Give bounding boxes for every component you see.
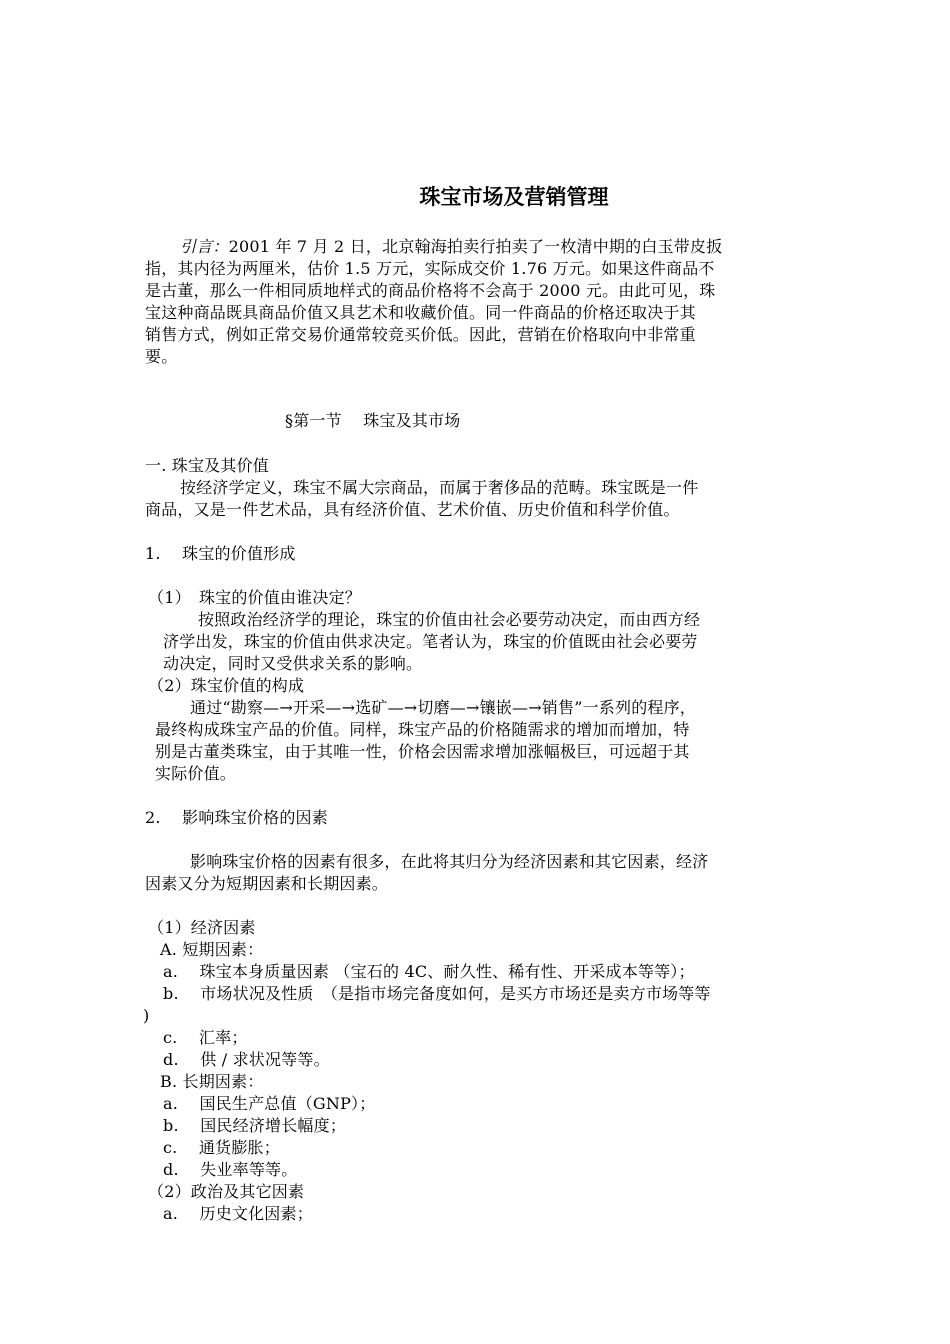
intro-label: 引言： — [180, 237, 229, 256]
paragraph-line: 最终构成珠宝产品的价值。同样，珠宝产品的价格随需求的增加而增加，特 — [155, 720, 690, 739]
item-heading: 1. 珠宝的价值形成 — [145, 544, 296, 563]
intro-text: 2001 年 7 月 2 日，北京翰海拍卖行拍卖了一枚清中期的白玉带皮扳 — [228, 237, 723, 256]
list-item: d. 供 / 求状况等等。 — [163, 1050, 330, 1069]
sub-heading: （2）珠宝价值的构成 — [148, 676, 305, 695]
list-item: c. 汇率； — [163, 1028, 248, 1047]
intro-line: 要。 — [145, 347, 178, 366]
paragraph-line: 实际价值。 — [155, 764, 237, 783]
intro-line: 指，其内径为两厘米，估价 1.5 万元，实际成交价 1.76 万元。如果这件商品不 — [145, 259, 715, 278]
list-item: b. 市场状况及性质 （是指市场完备度如何，是买方市场还是卖方市场等等 — [163, 984, 711, 1003]
list-item: a. 历史文化因素； — [163, 1204, 313, 1223]
paragraph-line: 别是古董类珠宝，由于其唯一性，价格会因需求增加涨幅极巨，可远超于其 — [155, 742, 690, 761]
list-heading: A. 短期因素： — [160, 940, 264, 959]
intro-first-line — [180, 236, 722, 257]
list-item: a. 国民生产总值（GNP）； — [163, 1094, 376, 1113]
intro-line: 是古董，那么一件相同质地样式的商品价格将不会高于 2000 元。由此可见，珠 — [145, 281, 716, 300]
intro-line: 宝这种商品既具商品价值又具艺术和收藏价值。同一件商品的价格还取决于其 — [145, 303, 696, 322]
sub-heading: （1） 珠宝的价值由谁决定？ — [148, 588, 361, 607]
paragraph-line: 济学出发，珠宝的价值由供求决定。笔者认为，珠宝的价值既由社会必要劳 — [163, 632, 698, 651]
paragraph-line: 动决定，同时又受供求关系的影响。 — [163, 654, 423, 673]
intro-line: 销售方式，例如正常交易价通常较竞买价低。因此，营销在价格取向中非常重 — [145, 325, 696, 344]
section-heading: §第一节 珠宝及其市场 — [285, 411, 461, 430]
list-item: a. 珠宝本身质量因素 （宝石的 4C、耐久性、稀有性、开采成本等等）； — [163, 962, 695, 981]
paragraph-line: 通过“勘察—→开采—→选矿—→切磨—→镶嵌—→销售”一系列的程序， — [190, 698, 696, 717]
paragraph-line: 因素又分为短期因素和长期因素。 — [145, 874, 389, 893]
list-item: c. 通货膨胀； — [163, 1138, 280, 1157]
sub-heading: （2）政治及其它因素 — [148, 1182, 305, 1201]
heading-value: 一. 珠宝及其价值 — [145, 456, 269, 475]
list-item: b. 国民经济增长幅度； — [163, 1116, 347, 1135]
list-item: d. 失业率等等。 — [163, 1160, 298, 1179]
sub-heading: （1）经济因素 — [148, 918, 256, 937]
paragraph-line: 商品，又是一件艺术品，具有经济价值、艺术价值、历史价值和科学价值。 — [145, 500, 680, 519]
page-title: 珠宝市场及营销管理 — [419, 185, 609, 209]
item-heading: 2. 影响珠宝价格的因素 — [145, 808, 328, 827]
paragraph-line: 按照政治经济学的理论，珠宝的价值由社会必要劳动决定，而由西方经 — [198, 610, 701, 629]
paragraph-line: 影响珠宝价格的因素有很多，在此将其归分为经济因素和其它因素，经济 — [190, 852, 709, 871]
paragraph-line: 按经济学定义，珠宝不属大宗商品，而属于奢侈品的范畴。珠宝既是一件 — [180, 478, 699, 497]
list-heading: B. 长期因素： — [160, 1072, 264, 1091]
list-item-continuation: ) — [143, 1006, 150, 1025]
